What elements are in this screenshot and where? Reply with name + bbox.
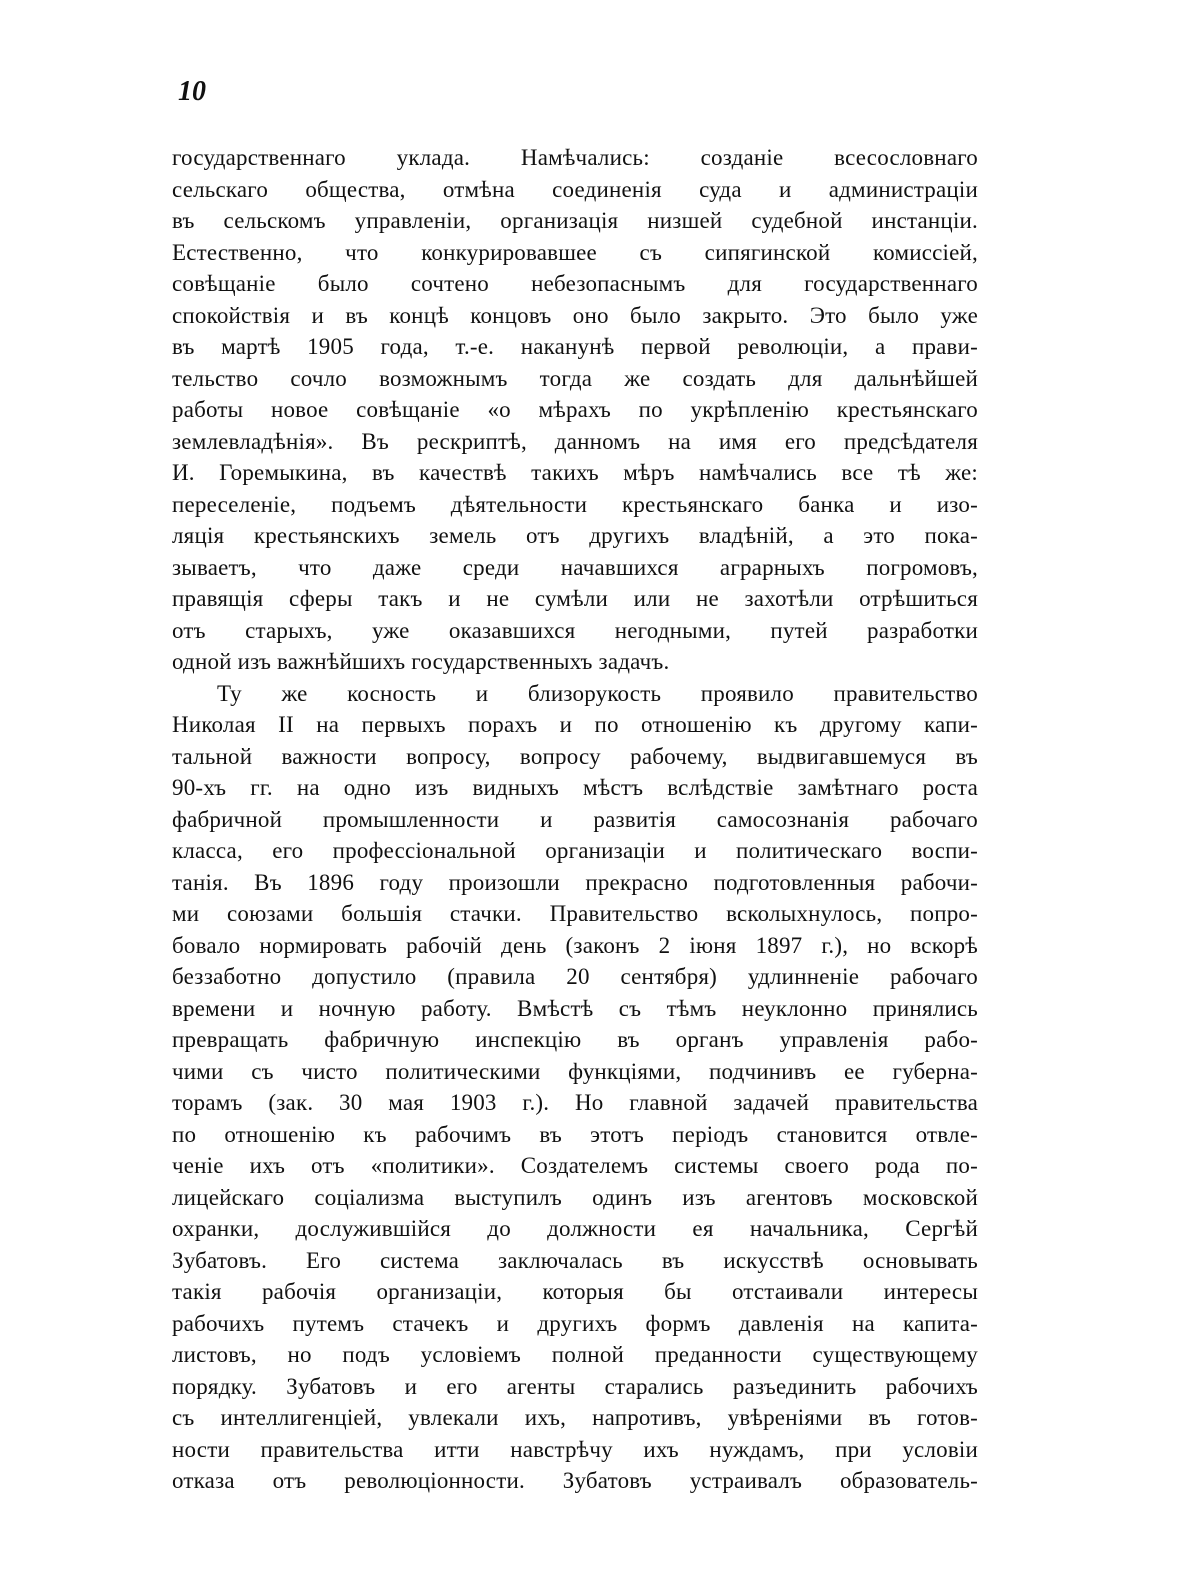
- text-line: работы новое совѣщаніе «о мѣрахъ по укрѣпленію крестьянскаго: [172, 397, 978, 422]
- text-line: отъ старыхъ, уже оказавшихся негодными, путей разработки: [172, 617, 978, 643]
- text-line: чими съ чисто политическими функціями, подчинивъ ее губерна-: [172, 1058, 978, 1084]
- text-line: въ сельскомъ управленіи, организація низшей судебной инстанціи.: [172, 208, 978, 233]
- text-line: торамъ (зак. 30 мая 1903 г.). Но главной задачей правительства: [172, 1090, 978, 1115]
- text-line: Естественно, что конкурировавшее съ сипягинской комиссіей,: [172, 239, 978, 265]
- text-line: совѣщаніе было сочтено небезопаснымъ для государственнаго: [172, 271, 978, 296]
- text-line: одной изъ важнѣйшихъ государственныхъ задачъ.: [172, 649, 670, 674]
- text-line: тельство сочло возможнымъ тогда же создать для дальнѣйшей: [172, 365, 978, 391]
- text-line: землевладѣнія». Въ рескриптѣ, данномъ на имя его предсѣдателя: [172, 428, 978, 454]
- text-line: съ интеллигенціей, увлекали ихъ, напротивъ, увѣреніями въ готов-: [172, 1405, 978, 1430]
- text-line: беззаботно допустило (правила 20 сентября) удлинненіе рабочаго: [172, 964, 978, 989]
- text-line: превращать фабричную инспекцію въ органъ управленія рабо-: [172, 1027, 978, 1052]
- text-line: времени и ночную работу. Вмѣстѣ съ тѣмъ неуклонно принялись: [172, 995, 978, 1021]
- text-line: ми союзами большія стачки. Правительство всколыхнулось, попро-: [172, 901, 978, 926]
- paragraph-1: [172, 142, 978, 678]
- text-line: танія. Въ 1896 году произошли прекрасно подготовленныя рабочи-: [172, 869, 978, 895]
- text-line: отказа отъ революціонности. Зубатовъ устраивалъ образователь-: [172, 1468, 978, 1493]
- text-line: переселеніе, подъемъ дѣятельности крестьянскаго банка и изо-: [172, 491, 978, 517]
- text-line: рабочихъ путемъ стачекъ и другихъ формъ давленія на капита-: [172, 1310, 978, 1336]
- text-line: ляція крестьянскихъ земель отъ другихъ владѣній, а это пока-: [172, 523, 978, 548]
- text-line: листовъ, но подъ условіемъ полной преданности существующему: [172, 1342, 978, 1367]
- text-line: бовало нормировать рабочій день (законъ 2 іюня 1897 г.), но вскорѣ: [172, 932, 978, 958]
- text-line: ности правительства итти навстрѣчу ихъ нуждамъ, при условіи: [172, 1436, 978, 1462]
- text-line: въ мартѣ 1905 года, т.-е. наканунѣ первой революціи, а прави-: [172, 334, 978, 359]
- text-line: тальной важности вопросу, вопросу рабочему, выдвигавшемуся въ: [172, 743, 978, 769]
- text-line: сельскаго общества, отмѣна соединенія суда и администраціи: [172, 176, 978, 202]
- text-line: по отношенію къ рабочимъ въ этотъ періодъ становится отвле-: [172, 1121, 978, 1147]
- text-line: зываетъ, что даже среди начавшихся аграрныхъ погромовъ,: [172, 554, 978, 580]
- paragraph-2: [172, 678, 978, 1497]
- text-line: Николая II на первыхъ порахъ и по отношенію къ другому капи-: [172, 712, 978, 737]
- text-line: 90-хъ гг. на одно изъ видныхъ мѣстъ вслѣдствіе замѣтнаго роста: [172, 775, 978, 800]
- text-line: лицейскаго соціализма выступилъ одинъ изъ агентовъ московской: [172, 1184, 978, 1210]
- text-line: охранки, дослужившійся до должности ея начальника, Сергѣй: [172, 1216, 978, 1241]
- text-line: ченіе ихъ отъ «политики». Создателемъ системы своего рода по-: [172, 1153, 978, 1178]
- text-line: государственнаго уклада. Намѣчались: созданіе всесословнаго: [172, 145, 978, 170]
- text-line: класса, его профессіональной организаціи и политическаго воспи-: [172, 838, 978, 863]
- text-line: правящія сферы такъ и не сумѣли или не захотѣли отрѣшиться: [172, 586, 978, 611]
- text-line: такія рабочія организаціи, которыя бы отстаивали интересы: [172, 1279, 978, 1304]
- text-line: Зубатовъ. Его система заключалась въ искусствѣ основывать: [172, 1247, 978, 1273]
- page-number: 10: [178, 76, 206, 107]
- body-text: [172, 142, 978, 1497]
- text-line: спокойствія и въ концѣ концовъ оно было закрыто. Это было уже: [172, 302, 978, 328]
- text-line: порядку. Зубатовъ и его агенты старались разъединить рабочихъ: [172, 1373, 978, 1399]
- text-line: Ту же косность и близорукость проявило правительство: [217, 680, 978, 706]
- text-line: фабричной промышленности и развитія самосознанія рабочаго: [172, 806, 978, 832]
- text-line: И. Горемыкина, въ качествѣ такихъ мѣръ намѣчались все тѣ же:: [172, 460, 978, 485]
